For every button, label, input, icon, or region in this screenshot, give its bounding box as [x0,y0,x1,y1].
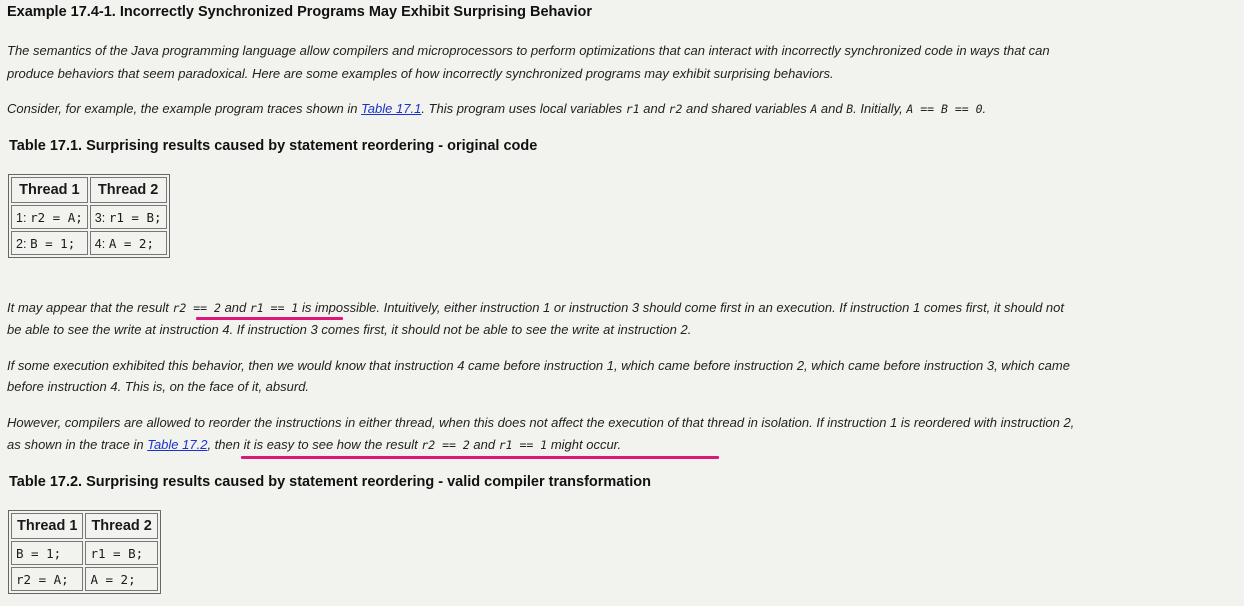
table-cell [85,567,157,591]
example-title: Example 17.4-1. Incorrectly Synchronized Programs May Exhibit Surprising Behavior [7,4,593,20]
result-r1-eq-1: r1 == 1 [498,438,548,452]
result-r2-eq-2: r2 == 2 [421,438,470,452]
table-header-row [11,177,167,203]
table-row [11,231,167,255]
instruction-code: r2 = A; [30,209,83,225]
table-cell [11,231,88,255]
result-r2-eq-2: r2 == 2 [172,301,221,315]
result-r1-eq-1: r1 == 1 [249,301,299,315]
instruction-number: 4: [94,236,106,251]
table-header-thread1: Thread 1 [11,513,83,539]
however-text-pre: as shown in the trace in [7,437,148,452]
var-B: B [846,102,854,116]
appear-paragraph-line1 [7,297,1064,319]
instruction-code: A = 2; [90,571,136,587]
table-header-thread1: Thread 1 [11,177,88,203]
consider-text-mid3: . Initially, [853,101,907,116]
consider-text-mid1: . This program uses local variables [421,101,626,116]
instruction-code: B = 1; [16,545,62,561]
appear-and: and [220,300,250,315]
table-cell [11,541,83,565]
however-paragraph-line1: However, compilers are allowed to reorder the instructions in either thread, when this does not affect the execution of that thread in isolation. If instruction 1 is reordered with instruction 2, [7,415,1075,430]
init-condition: A == B == 0 [906,102,983,116]
table-cell [90,205,167,229]
appear-text-pre: It may appear that the result [7,300,173,315]
table-row [11,541,158,565]
intro-paragraph-line1: The semantics of the Java programming language allow compilers and microprocessors to perform optimizations that can interact with incorrectly synchronized code in ways that can [7,43,1050,58]
intro-paragraph-line2: produce behaviors that seem paradoxical. Here are some examples of how incorrectly synchronized programs may exhibit surprising behaviors. [7,66,834,81]
table-row [11,205,167,229]
table-17-2-title: Table 17.2. Surprising results caused by statement reordering - valid compiler transformation [9,474,651,490]
instruction-code: A = 2; [108,235,154,251]
instruction-code: r2 = A; [16,571,69,587]
table-17-1 [8,174,170,258]
some-paragraph-line2: before instruction 4. This is, on the face of it, absurd. [7,379,310,394]
table-cell [90,231,167,255]
table-row [11,567,158,591]
consider-text-mid2: and shared variables [682,101,811,116]
however-and: and [469,437,499,452]
appear-text-rest: is impossible. Intuitively, either instruction 1 or instruction 3 should come first in an execution. If instruction 1 comes first, it should not [298,300,1065,315]
consider-and-2: and [817,101,847,116]
instruction-code: B = 1; [30,235,76,251]
some-paragraph-line1: If some execution exhibited this behavior, then we would know that instruction 4 came before instruction 1, which came before instruction 2, which came before instruction 3, which came [7,358,1070,373]
var-r1: r1 [625,102,640,116]
table-17-1-link[interactable]: Table 17.1 [361,101,422,116]
table-cell [11,567,83,591]
however-text-mid: , then it is easy to see how the result [207,437,422,452]
consider-end: . [982,101,987,116]
table-cell [85,541,157,565]
however-paragraph-line2 [7,434,621,456]
appear-paragraph-line2: be able to see the write at instruction 4. If instruction 3 comes first, it should not be able to see the write at instruction 2. [7,322,692,337]
table-header-thread2: Thread 2 [85,513,157,539]
table-cell [11,205,88,229]
table-17-2 [8,510,161,594]
table-17-2-link[interactable]: Table 17.2 [147,437,208,452]
however-text-end: might occur. [547,437,622,452]
highlight-underline-reorder [241,456,719,459]
instruction-number: 3: [94,210,106,225]
consider-and-1: and [639,101,669,116]
consider-paragraph [7,98,986,120]
instruction-number: 2: [16,236,27,251]
instruction-code: r1 = B; [108,209,162,225]
table-header-thread2: Thread 2 [90,177,167,203]
table-header-row [11,513,158,539]
table-17-1-title: Table 17.1. Surprising results caused by statement reordering - original code [9,138,538,154]
var-r2: r2 [668,102,683,116]
consider-text-pre: Consider, for example, the example program traces shown in [7,101,362,116]
var-A: A [810,102,818,116]
instruction-number: 1: [16,210,27,225]
instruction-code: r1 = B; [90,545,144,561]
